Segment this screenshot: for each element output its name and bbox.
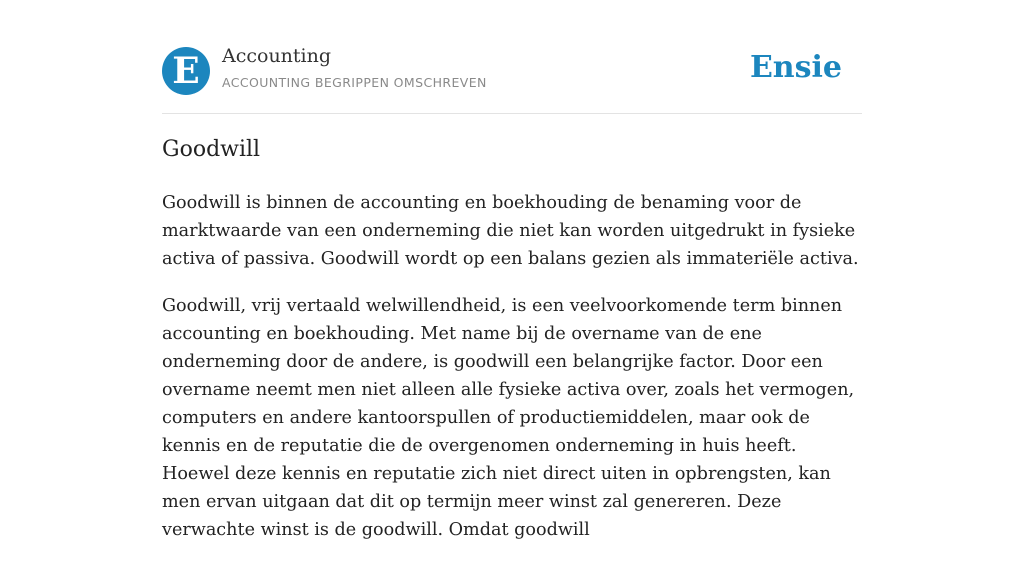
article-paragraph: Goodwill is binnen de accounting en boekhouding de benaming voor de marktwaarde van een onderneming die niet kan worden uitgedrukt in fysieke activa of passiva. Goodwill wordt op een balans gezien als immateriële activa. <box>162 193 859 269</box>
article-body <box>162 189 862 563</box>
article-paragraph: Goodwill, vrij vertaald welwillendheid, is een veelvoorkomende term binnen accounting en boekhouding. Met name bij de overname van de ene onderneming door de andere, is goodwill een belangrijke factor. Door een overname neemt men niet alleen alle fysieke activa over, zoals het vermogen, computers en andere kantoorspullen of productiemiddelen, maar ook de kennis en de reputatie die de overgenomen onderneming in huis heeft. Hoewel deze kennis en reputatie zich niet direct uiten in opbrengsten, kan men ervan uitgaan dat dit op termijn meer winst zal genereren. Deze verwachte winst is de goodwill. Omdat goodwill <box>162 296 855 540</box>
ensie-brand-logo[interactable]: Ensie <box>749 50 842 85</box>
site-title[interactable]: Accounting <box>222 45 332 67</box>
site-header <box>162 0 862 114</box>
content-column <box>162 0 862 540</box>
site-subtitle: ACCOUNTING BEGRIPPEN OMSCHREVEN <box>222 75 487 90</box>
article-title: Goodwill <box>162 137 261 162</box>
site-logo-icon[interactable]: E <box>162 47 210 95</box>
